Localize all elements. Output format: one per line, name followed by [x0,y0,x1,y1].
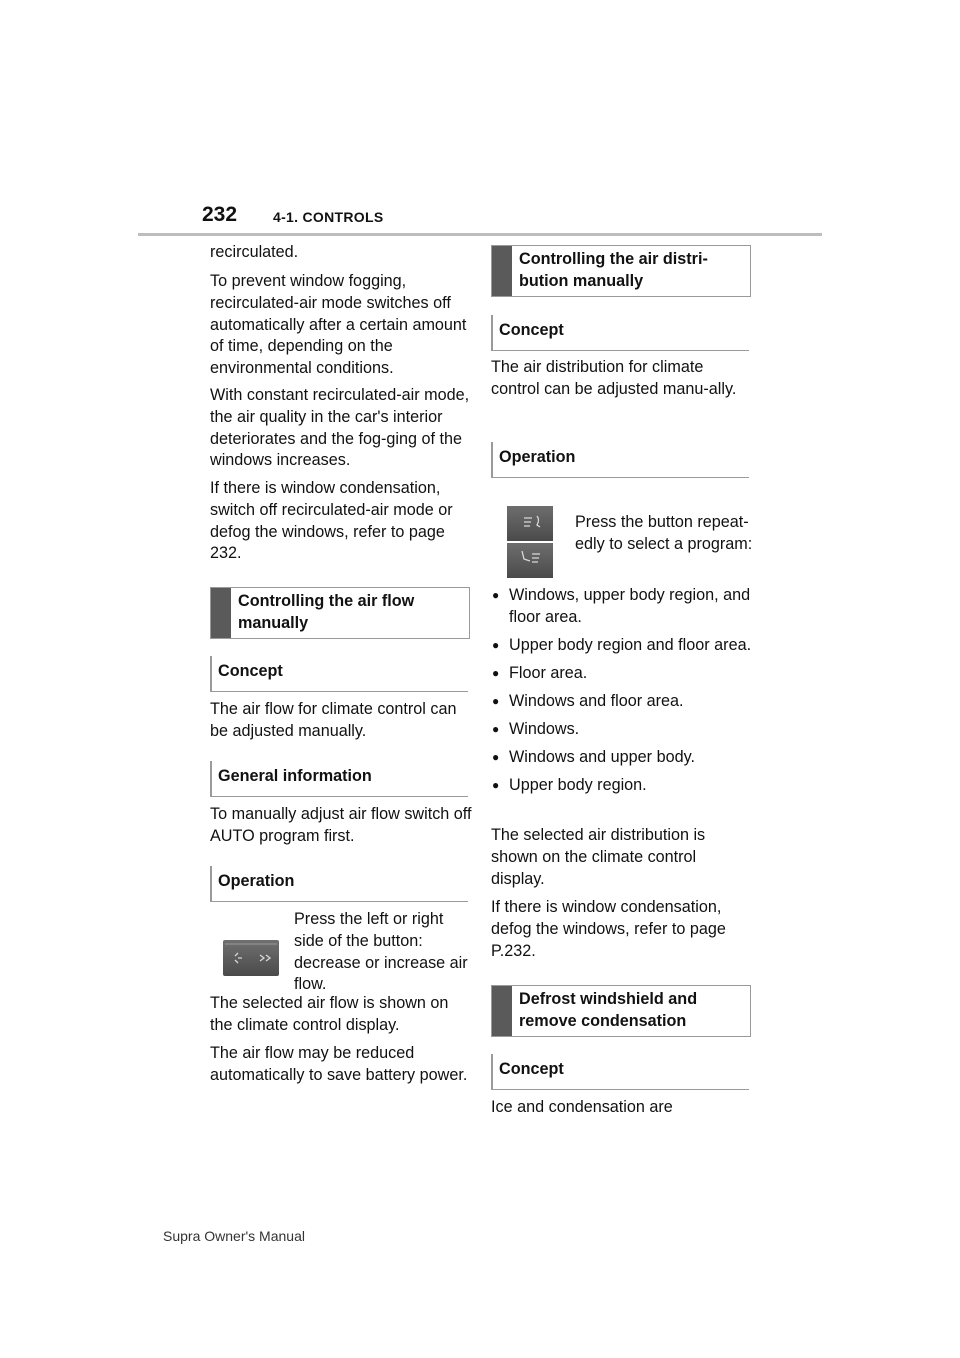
section-heading-bar [211,588,231,638]
defrost-text: Ice and condensation are [491,1098,673,1116]
section-heading-bar [492,246,512,296]
list-item: ● Windows. [491,719,753,741]
list-item: ● Upper body region. [491,775,753,797]
general-information-text: To manually adjust air flow switch off AUTO program first. [210,805,472,845]
section-heading-air-flow [210,587,470,639]
section-label: 4-1. CONTROLS [273,209,384,225]
paragraph-window-fogging: To prevent window fogging, recirculated-air mode switches off automatically after a certain amount of time, depending on the environmental conditions. [210,272,467,378]
program-list [491,585,753,803]
page-number: 232 [202,203,238,226]
air-distribution-icon [507,506,553,578]
distribution-concept-text: The air distribution for climate control can be adjusted manu-ally. [491,358,737,398]
list-item: ● Windows and floor area. [491,691,753,713]
subheading-operation: Operation [210,866,468,902]
intro-text: recirculated. [210,243,299,261]
distribution-condensation-text: If there is window condensation, defog the windows, refer to page P.232. [491,898,726,960]
header-rule [138,233,822,236]
air-flow-button-image [223,940,279,976]
fan-icon [223,940,279,976]
subheading-operation: Operation [491,442,749,478]
distribution-display-text: The selected air distribution is shown on the climate control display. [491,826,706,888]
air-flow-battery-text: The air flow may be reduced automatically to save battery power. [210,1044,468,1084]
right-column [491,242,753,1122]
distribution-operation-caption: Press the button repeat-edly to select a program: [575,513,753,553]
section-heading-text: Defrost windshield and remove condensation [519,990,698,1030]
air-distribution-button-image [507,506,553,578]
paragraph-condensation: If there is window condensation, switch off recirculated-air mode or defog the windows, refer to page 232. [210,479,453,563]
list-item: ● Windows, upper body region, and floor area. [491,585,753,629]
subheading-general-information: General information [210,761,468,797]
subheading-concept: Concept [210,656,468,692]
concept-text: The air flow for climate control can be adjusted manually. [210,700,457,740]
section-heading-text: Controlling the air distri-bution manually [519,250,708,290]
section-heading-text: Controlling the air flow manually [238,592,415,632]
list-item: ● Windows and upper body. [491,747,753,769]
air-flow-display-text: The selected air flow is shown on the climate control display. [210,994,449,1034]
section-heading-air-distribution [491,245,751,297]
subheading-concept: Concept [491,1054,749,1090]
subheading-concept: Concept [491,315,749,351]
operation-caption: Press the left or right side of the button: decrease or increase air flow. [294,910,468,994]
list-item: ● Upper body region and floor area. [491,635,753,657]
footer-manual-title: Supra Owner's Manual [163,1228,305,1244]
paragraph-recirculated-air: With constant recirculated-air mode, the air quality in the car's interior deteriorates and the fog-ging of the windows increases. [210,386,470,470]
section-heading-bar [492,986,512,1036]
left-column [210,242,472,1122]
section-heading-defrost [491,985,751,1037]
list-item: ● Floor area. [491,663,753,685]
